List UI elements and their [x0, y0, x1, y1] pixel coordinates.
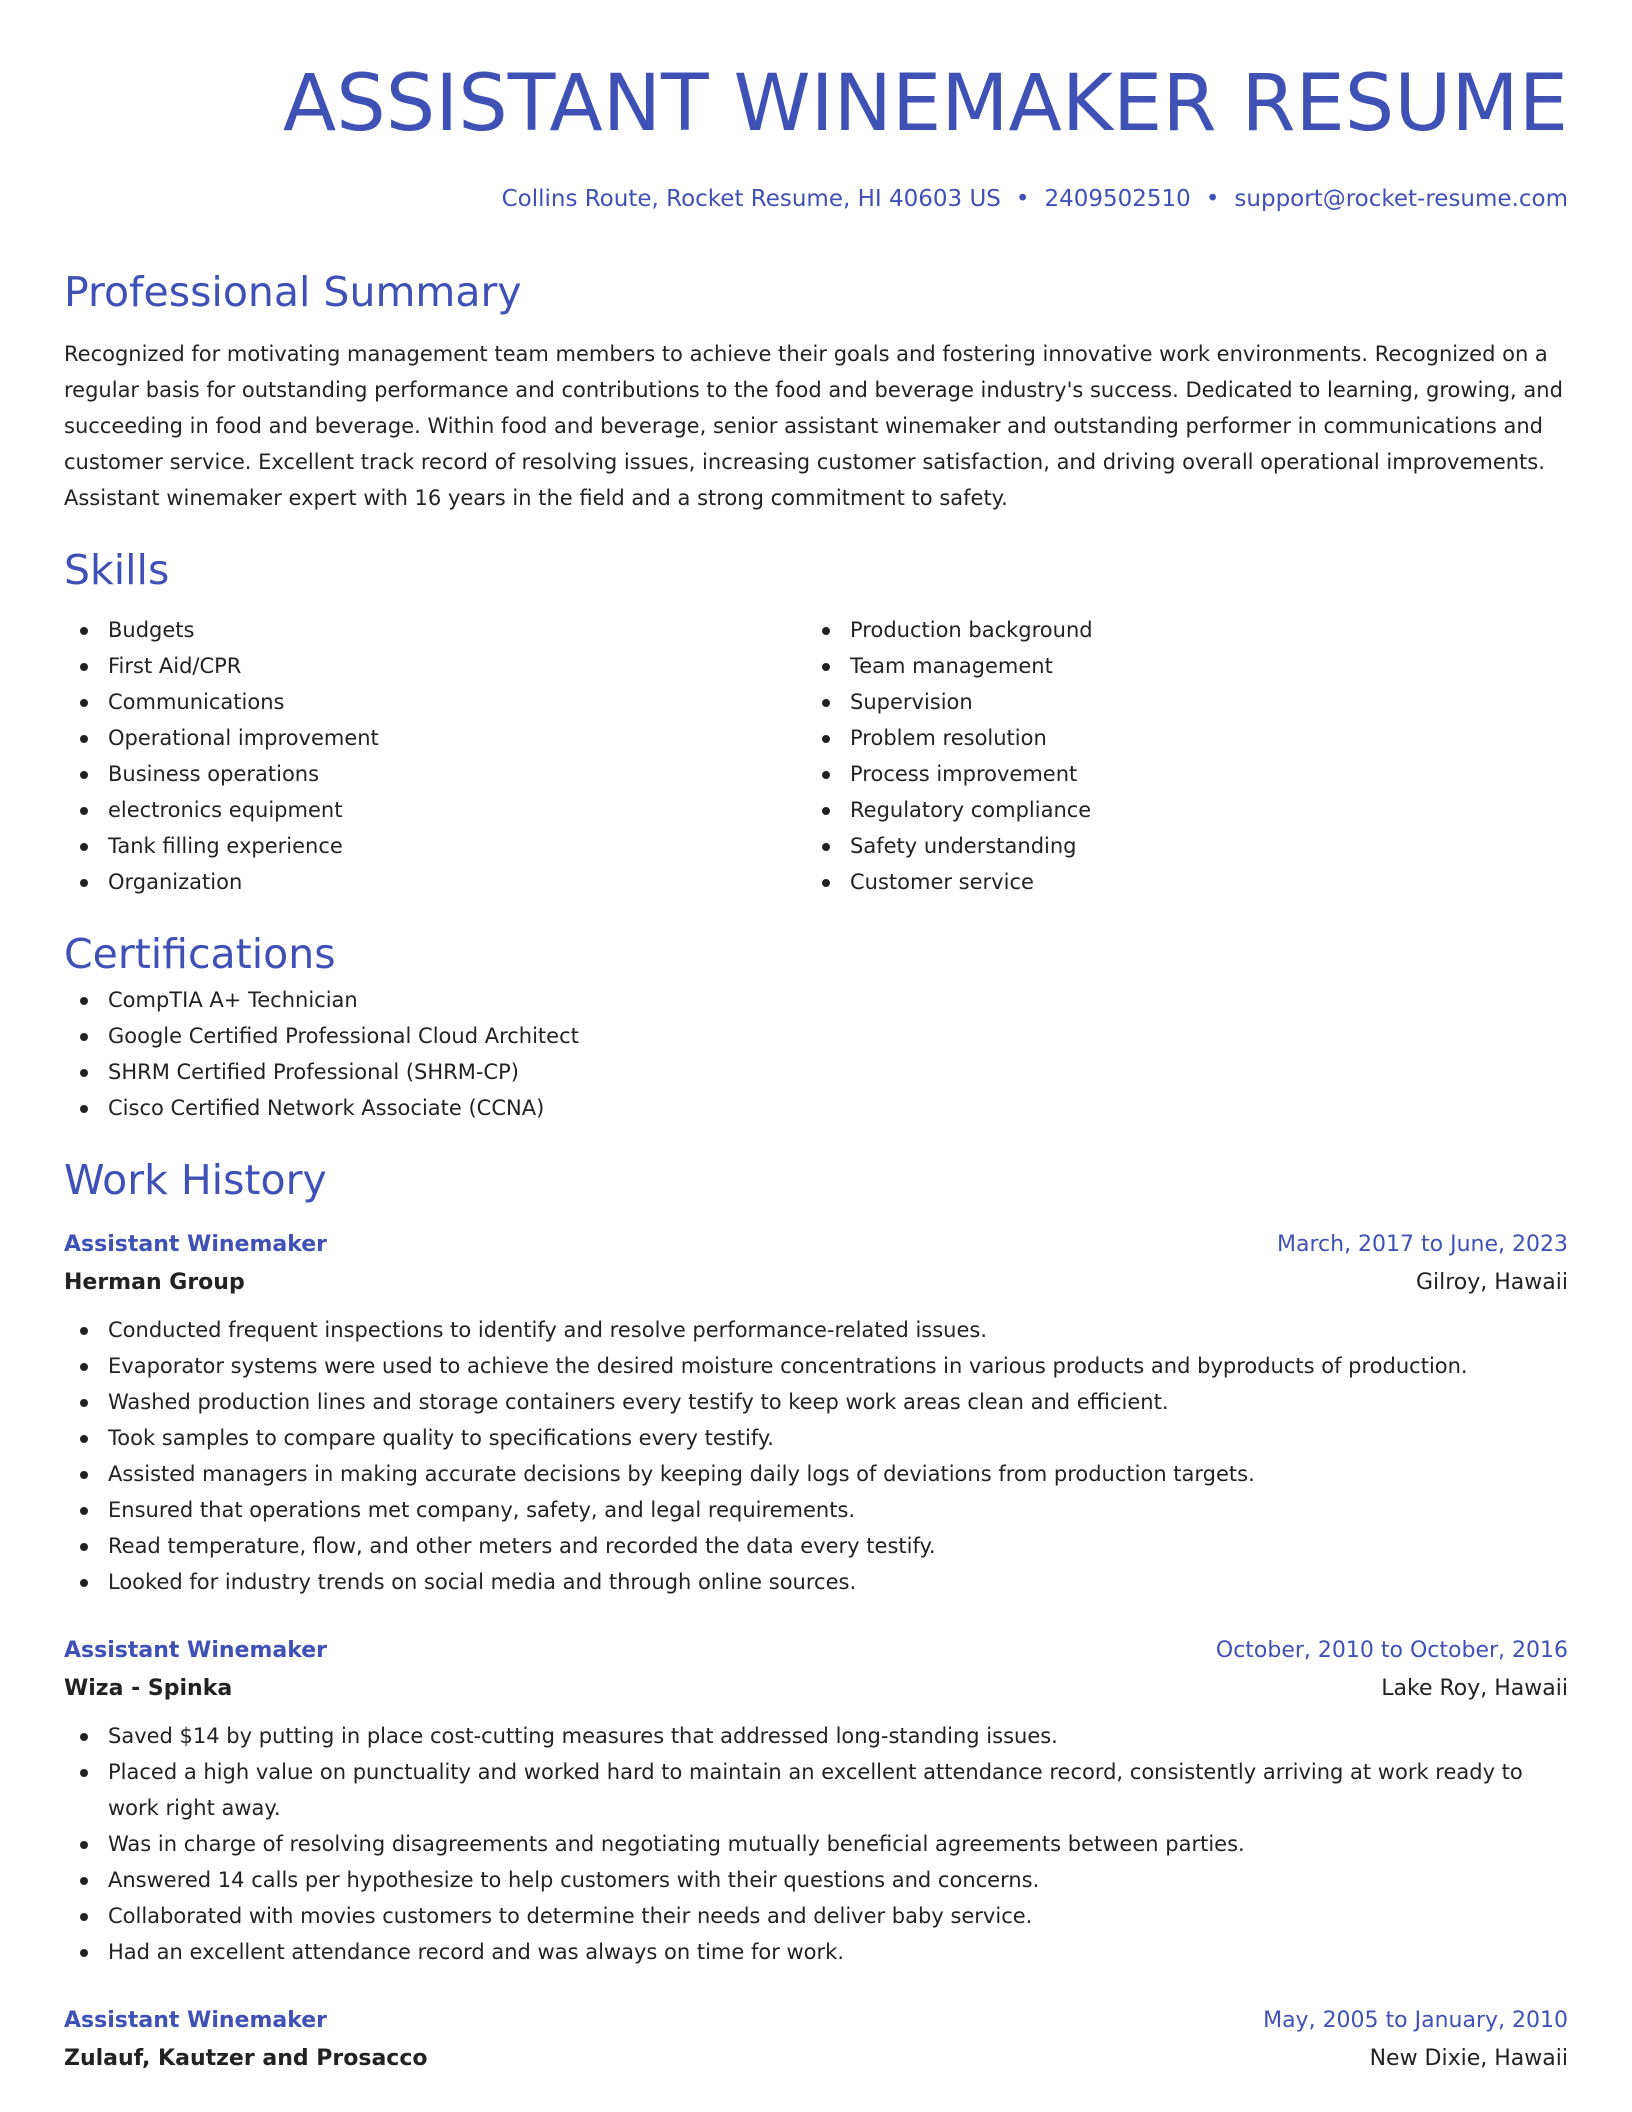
summary-text: Recognized for motivating management team members to achieve their goals and fostering innovative work environments. Recognized on a regular basis for outstanding performance and contributions to the food and beverage industry's success. Dedicated to learning, growing, and succeeding in food and beverage. Within food and beverage, senior assistant winemaker and outstanding performer in communications and customer service. Excellent track record of resolving issues, increasing customer satisfaction, and driving overall operational improvements. Assistant winemaker expert with 16 years in the field and a strong commitment to safety. — [64, 342, 1563, 510]
skill-item: Production background — [806, 612, 1548, 648]
job-entry — [64, 1632, 1568, 1970]
skill-item: Communications — [64, 684, 806, 720]
skills-heading: Skills — [64, 546, 170, 594]
job-header-row — [64, 2002, 1568, 2040]
resume-page — [64, 0, 1568, 2078]
contact-address: Collins Route, Rocket Resume, HI 40603 US — [501, 186, 1001, 212]
skill-item: Supervision — [806, 684, 1548, 720]
job-title: Assistant Winemaker — [64, 2008, 328, 2033]
job-duty-item: Collaborated with movies customers to determine their needs and deliver baby service. — [64, 1898, 1568, 1934]
skill-item: Organization — [64, 864, 806, 900]
job-title: Assistant Winemaker — [64, 1638, 328, 1663]
job-duty-item: Saved $14 by putting in place cost-cutting measures that addressed long-standing issues. — [64, 1718, 1568, 1754]
skill-item: First Aid/CPR — [64, 648, 806, 684]
skill-item: Budgets — [64, 612, 806, 648]
job-title: Assistant Winemaker — [64, 1232, 328, 1257]
job-company: Zulauf, Kautzer and Prosacco — [64, 2046, 428, 2071]
resume-title: ASSISTANT WINEMAKER RESUME — [282, 59, 1568, 149]
certification-item: CompTIA A+ Technician — [64, 982, 1568, 1018]
job-duties-list — [64, 1718, 1568, 1970]
certifications-heading: Certifications — [64, 930, 336, 978]
skill-item: Problem resolution — [806, 720, 1548, 756]
job-duty-item: Ensured that operations met company, safety, and legal requirements. — [64, 1492, 1568, 1528]
skills-list-left — [64, 612, 806, 900]
skill-item: Team management — [806, 648, 1548, 684]
job-header-row — [64, 1632, 1568, 1670]
job-dates: March, 2017 to June, 2023 — [1277, 1232, 1568, 1257]
contact-line — [64, 182, 1568, 216]
job-company: Herman Group — [64, 1270, 245, 1295]
contact-phone: 2409502510 — [1044, 186, 1191, 212]
certifications-list — [64, 982, 1568, 1126]
certification-item: Cisco Certified Network Associate (CCNA) — [64, 1090, 1568, 1126]
job-location: Lake Roy, Hawaii — [1381, 1676, 1568, 1701]
skill-item: electronics equipment — [64, 792, 806, 828]
certification-item: Google Certified Professional Cloud Architect — [64, 1018, 1568, 1054]
contact-email[interactable]: support@rocket-resume.com — [1234, 186, 1568, 212]
summary-heading: Professional Summary — [64, 268, 522, 316]
job-entry — [64, 2002, 1568, 2078]
job-company-row — [64, 1670, 1568, 1708]
job-duty-item: Took samples to compare quality to specifications every testify. — [64, 1420, 1568, 1456]
job-duty-item: Assisted managers in making accurate decisions by keeping daily logs of deviations from production targets. — [64, 1456, 1568, 1492]
skill-item: Customer service — [806, 864, 1548, 900]
job-location: New Dixie, Hawaii — [1369, 2046, 1568, 2071]
job-header-row — [64, 1226, 1568, 1264]
job-dates: May, 2005 to January, 2010 — [1263, 2008, 1568, 2033]
skill-item: Tank filling experience — [64, 828, 806, 864]
job-duty-item: Washed production lines and storage containers every testify to keep work areas clean and efficient. — [64, 1384, 1568, 1420]
skill-item: Business operations — [64, 756, 806, 792]
skill-item: Process improvement — [806, 756, 1548, 792]
job-duty-item: Looked for industry trends on social media and through online sources. — [64, 1564, 1568, 1600]
job-duty-item: Read temperature, flow, and other meters and recorded the data every testify. — [64, 1528, 1568, 1564]
job-company-row — [64, 2040, 1568, 2078]
skill-item: Safety understanding — [806, 828, 1548, 864]
job-dates: October, 2010 to October, 2016 — [1215, 1638, 1568, 1663]
job-company: Wiza - Spinka — [64, 1676, 233, 1701]
job-duty-item: Placed a high value on punctuality and worked hard to maintain an excellent attendance record, consistently arriving at work ready to work right away. — [64, 1754, 1568, 1826]
certification-item: SHRM Certified Professional (SHRM-CP) — [64, 1054, 1568, 1090]
job-duty-item: Evaporator systems were used to achieve the desired moisture concentrations in various products and byproducts of production. — [64, 1348, 1568, 1384]
contact-separator: • — [1205, 186, 1220, 212]
job-company-row — [64, 1264, 1568, 1302]
contact-separator: • — [1015, 186, 1030, 212]
job-duty-item: Was in charge of resolving disagreements and negotiating mutually beneficial agreements between parties. — [64, 1826, 1568, 1862]
skill-item: Regulatory compliance — [806, 792, 1548, 828]
job-location: Gilroy, Hawaii — [1415, 1270, 1568, 1295]
job-duty-item: Conducted frequent inspections to identify and resolve performance-related issues. — [64, 1312, 1568, 1348]
job-duties-list — [64, 1312, 1568, 1600]
work-history-heading: Work History — [64, 1156, 327, 1204]
skill-item: Operational improvement — [64, 720, 806, 756]
skills-list-right — [806, 612, 1548, 900]
job-duty-item: Answered 14 calls per hypothesize to help customers with their questions and concerns. — [64, 1862, 1568, 1898]
job-duty-item: Had an excellent attendance record and was always on time for work. — [64, 1934, 1568, 1970]
skills-columns — [64, 612, 1568, 900]
job-entry — [64, 1226, 1568, 1600]
